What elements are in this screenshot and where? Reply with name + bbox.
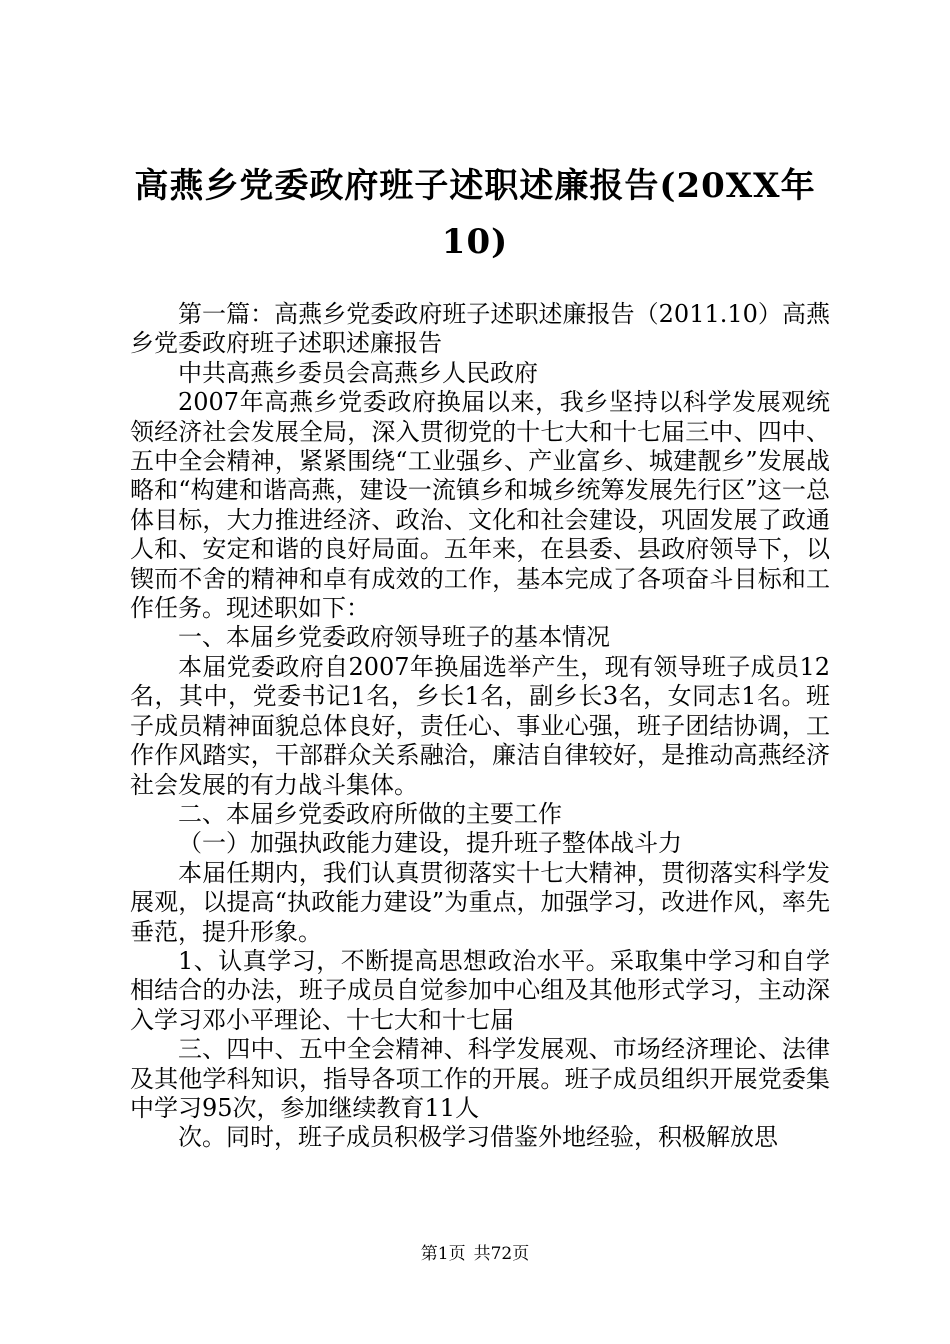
paragraph: 中共高燕乡委员会高燕乡人民政府	[178, 358, 538, 387]
subsection-heading: （一）加强执政能力建设，提升班子整体战斗力	[178, 829, 682, 858]
document-body	[130, 300, 830, 1153]
paragraph: 第一篇：高燕乡党委政府班子述职述廉报告（2011.10）高燕乡党委政府班子述职述廉报告	[130, 300, 830, 358]
paragraph: 1、认真学习，不断提高思想政治水平。采取集中学习和自学相结合的办法，班子成员自觉参加中心组及其他形式学习，主动深入学习邓小平理论、十七大和十七届	[130, 946, 830, 1034]
paragraph: 本届党委政府自2007年换届选举产生，现有领导班子成员12名，其中，党委书记1名，乡长1名，副乡长3名，女同志1名。班子成员精神面貌总体良好，责任心、事业心强，班子团结协调，工作作风踏实，干部群众关系融洽，廉洁自律较好，是推动高燕经济社会发展的有力战斗集体。	[130, 652, 830, 799]
paragraph: 本届任期内，我们认真贯彻落实十七大精神，贯彻落实科学发展观，以提高“执政能力建设”为重点，加强学习，改进作风，率先垂范，提升形象。	[130, 858, 830, 946]
title-line-2: 10)	[441, 222, 509, 262]
title-line-1: 高燕乡党委政府班子述职述廉报告(20XX年	[134, 166, 816, 206]
page-number: 第1页	[420, 1244, 466, 1264]
section-heading: 二、本届乡党委政府所做的主要工作	[178, 799, 562, 828]
section-heading: 一、本届乡党委政府领导班子的基本情况	[178, 623, 610, 652]
document-title	[120, 158, 830, 270]
page-total: 共72页	[473, 1244, 530, 1264]
paragraph: 三、四中、五中全会精神、科学发展观、市场经济理论、法律及其他学科知识，指导各项工作的开展。班子成员组织开展党委集中学习95次，参加继续教育11人	[130, 1035, 830, 1122]
paragraph: 次。同时，班子成员积极学习借鉴外地经验，积极解放思	[178, 1123, 778, 1152]
paragraph: 2007年高燕乡党委政府换届以来，我乡坚持以科学发展观统领经济社会发展全局，深入贯彻党的十七大和十七届三中、四中、五中全会精神，紧紧围绕“工业强乡、产业富乡、城建靓乡”发展战略和“构建和谐高燕，建设一流镇乡和城乡统筹发展先行区”这一总体目标，大力推进经济、政治、文化和社会建设，巩固发展了政通人和、安定和谐的良好局面。五年来，在县委、县政府领导下，以锲而不舍的精神和卓有成效的工作，基本完成了各项奋斗目标和工作任务。现述职如下：	[130, 388, 830, 623]
page-footer	[0, 1243, 950, 1265]
